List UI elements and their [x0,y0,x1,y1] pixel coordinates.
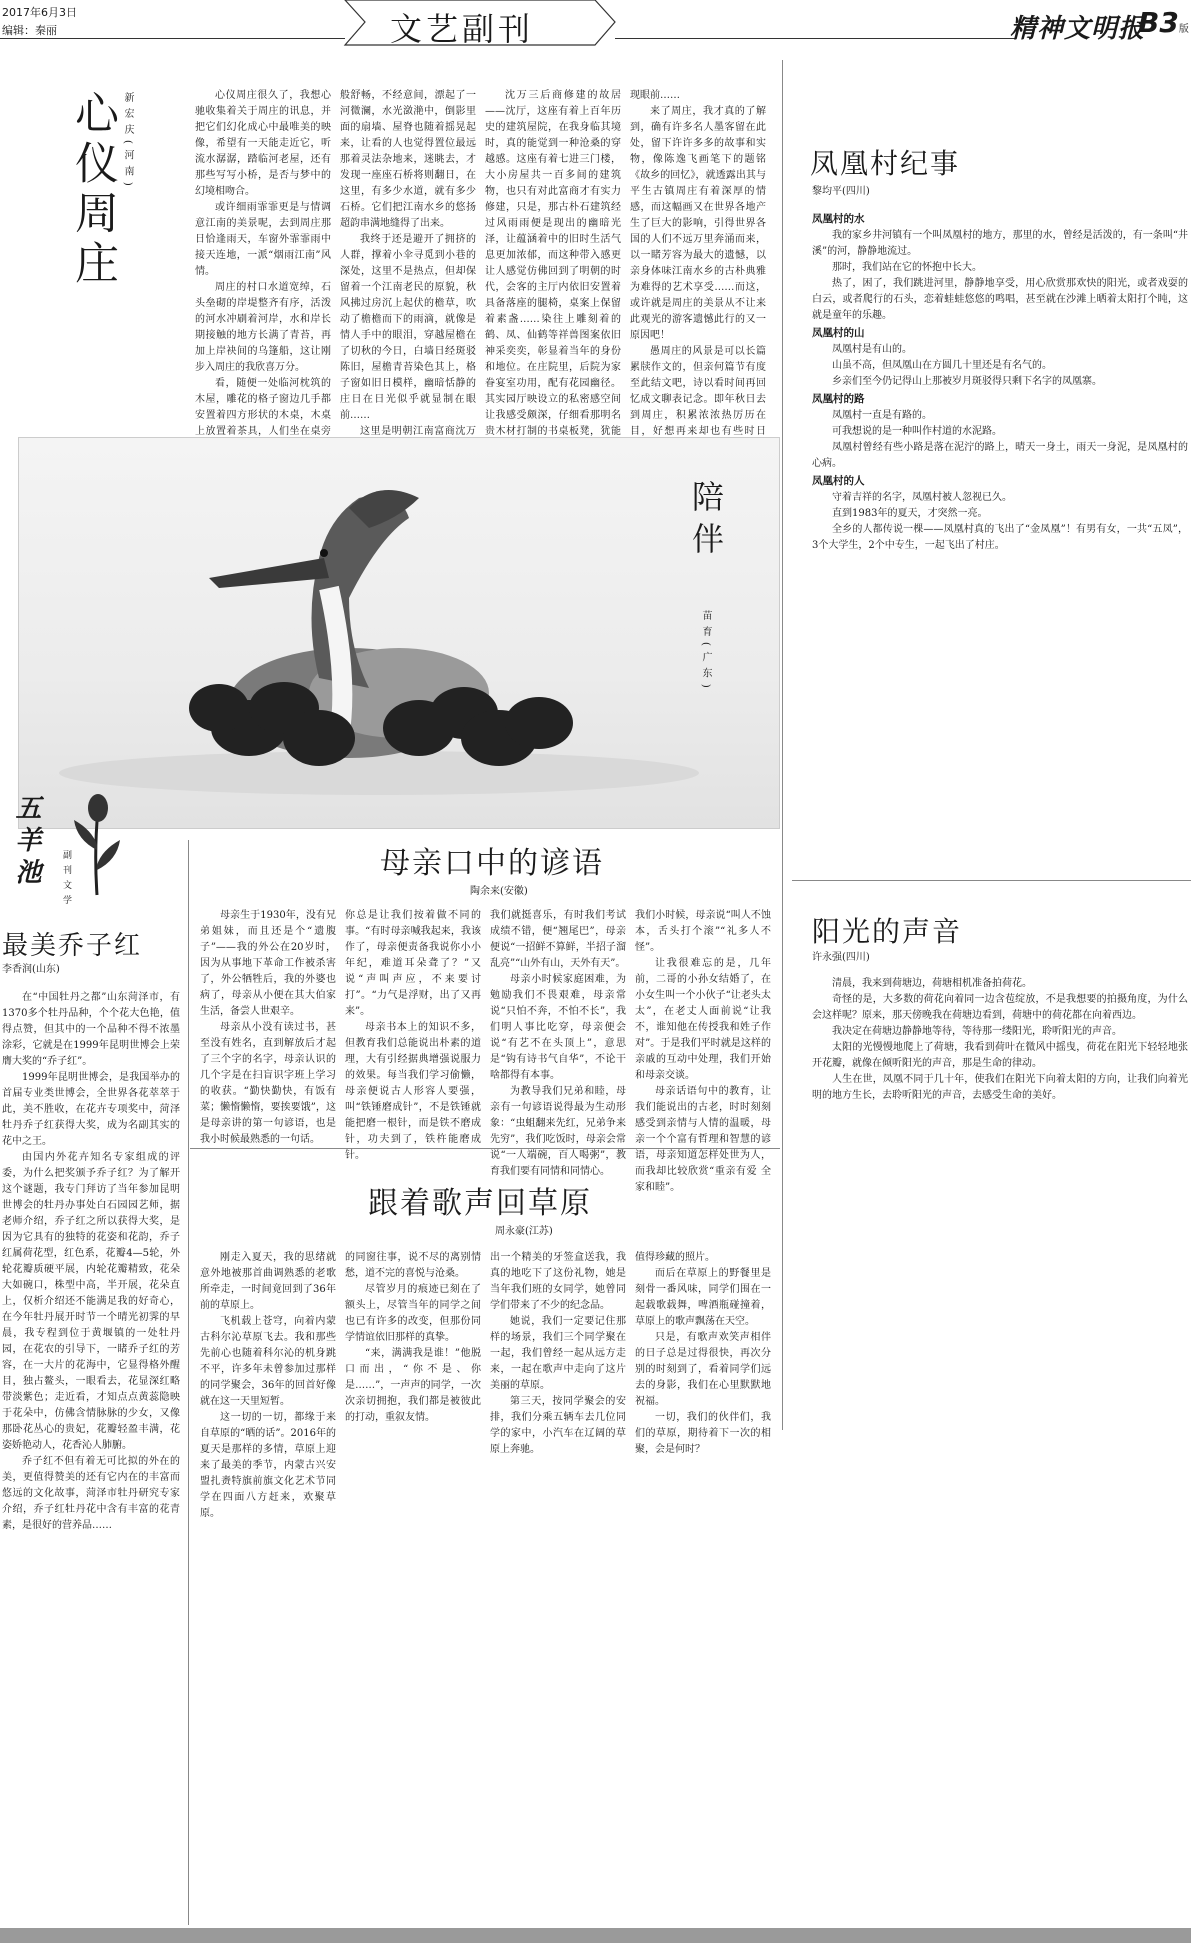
issue-date: 2017年6月3日 [2,6,77,19]
logo-text: 五羊池 [11,794,41,890]
photo-title: 陪伴 [687,480,725,564]
subheading: 凤凰村的人 [812,475,865,487]
paragraph: 人生在世，凤凰不同于几十年，使我们在阳光下向着太阳的方向，让我们向着光明的地方生长，去聆听阳光的声音，去感受生命的美好。 [812,1074,1188,1101]
paragraph: 山虽不高，但凤凰山在方圆几十里还是有名气的。 [832,360,1052,371]
paragraph: 清晨，我来到荷塘边，荷塘相机准备拍荷花。 [832,978,1032,989]
article-column [630,88,766,437]
paragraph: 母亲书本上的知识不多，但教育我们总能说出朴素的道理，大有引经据典增强说服力的效果。每当我们学习偷懒，母亲便说古人形容人要强，叫“铁锤磨成针”，不是铁锤就能把磨一根针，而是铁不磨成针，功夫到了，铁杵能磨成针。 [345,1022,481,1161]
subheading: 凤凰村的水 [812,213,865,225]
paragraph: 乡亲们至今仍记得山上那被岁月斑驳得只剩下名字的凤凰寨。 [832,376,1102,387]
paragraph: 周庄的村口水道宽绰，石头垒砌的岸堤整齐有序，活泼的河水冲刷着河岸，水和岸长期接触的地方长满了青苔，再加上岸袂间的乌篷船，这让刚步入周庄的我欣喜万分。 [195,282,331,373]
paragraph: 守着吉祥的名字，凤凰村被人忽视已久。 [832,492,1012,503]
article-column [345,908,481,1161]
logo-subtext: 副刊文学 [61,850,71,910]
article-column [635,1250,771,1920]
paragraph: 愚周庄的风景是可以长篇累牍作文的，但亲何篇节有度至此结文吧，诗以看时间再回忆成文聊表记念。即年秋日去到周庄，积累浓浓热厉历在目，好想再来却也有些时日 [630,346,766,437]
paragraph: 而后在草原上的野餐里是刻骨一番风味，同学们围在一起载歌载舞，啤酒瓶碰撞着，草原上的歌声飘荡在天空。 [635,1268,771,1327]
paragraph: 尽管岁月的痕迹已刻在了额头上，尽管当年的同学之间也已有许多的改变，但那份同学情谊依旧那样的真挚。 [345,1284,481,1343]
header-left-rule [0,38,345,39]
paragraph: 第三天，按同学聚会的安排，我们分乘五辆车去几位同学的家中，小汽车在辽阔的草原上奔驰。 [490,1396,626,1455]
paragraph: 热了，困了，我们跳进河里，静静地享受，用心欣赏那欢快的阳光，或者戏耍的白云，或者爬行的石头，恋着蛙蛙悠悠的鸣唱，甚至就在沙滩上晒着太阳打个盹，这就是童年的乐趣。 [812,278,1188,321]
photo-author: 苗育(广东) [700,610,711,694]
paragraph: 让我很难忘的是，几年前，二哥的小孙女结婚了，在小女生叫一个小伙子“让老头太太”，在老丈人面前说“让我不，谁知他在传授我和姓子作对”。于是我们平时就是这样的亲戚的互动中处理，我们开始和母亲交谈。 [635,958,771,1081]
paragraph: 来了周庄，我才真的了解到，确有许多名人墨客留在此处，留下许许多多的故事和实物，像陈逸飞画笔下的题铭《故乡的回忆》，就透露出其与平生古镇周庄有着深厚的情感，而这幅画又在世界各地产生了巨大的影响，引得世界各国的人们不远万里奔涌而来，以一睹芳容为最大的遗憾，以亲身体味江南水乡的古朴典雅为难得的艺术享受……而这，或许就是周庄的美景从不让来此观光的游客遗憾此行的又一原因吧！ [630,106,766,341]
column-divider [188,840,189,1925]
paragraph: 值得珍藏的照片。 [635,1252,715,1263]
paragraph: 1999年昆明世博会，是我国举办的首届专业类世博会，全世界各花萃萃于此，美不胜收，在花卉专项奖中，菏泽牡丹乔子红获得大奖，成为名副其实的花中之王。 [2,1072,180,1147]
subheading: 凤凰村的路 [812,393,865,405]
paragraph: 的同窗往事，说不尽的离别情愁，道不完的喜悦与沧桑。 [345,1252,481,1279]
article-author-zhouzhuang: 新宏庆(河南) [122,92,133,192]
article-author-mother-proverbs: 陶余来(安徽) [470,886,528,897]
paragraph: 由国内外花卉知名专家组成的评委，为什么把奖颁予乔子红？为了解开这个谜题，我专门拜访了当年参加昆明世博会的牡丹办事处白石园园艺师，据老师介绍，乔子红之所以获得大奖，是因为它具有的独特的花姿和花韵，乔子红属荷花型，红色系，花瓣4—5轮，外轮花瓣质硬平展，内轮花瓣精致，花朵大如碗口，株型中高，半开展，花朵直上，仅析介绍还不能满足我的好奇心，在今年牡丹展开时节一个晴光初霁的早晨，我专程到位于黄堰镇的一处牡丹园，在花农的引导下，一睹乔子红的芳容，在一大片的花海中，它显得格外醒目，独占鳌头，一眼看去，花显深红略带淡紫色；走近看，才知点点黄蕊隐映于花朵中，仿佛含情脉脉的少女，又像那卧花丛心的贵妃，花瓣轻盈丰满，花姿娇艳动人，花香沁人肺腑。 [2,1152,180,1451]
paragraph: 或许细雨霏霏更是与情调意江南的美景呢，去到周庄那日恰逢雨天，车窗外霏霏雨中接天连地，一派“烟雨江南”风情。 [195,202,331,277]
paragraph: 全乡的人都传说一棵——凤凰村真的飞出了“金凤凰”！有男有女，一共“五凤”，3个大学生，2个中专生，一起飞出了村庄。 [812,524,1188,551]
article-title-mother-proverbs: 母亲口中的谚语 [380,846,604,881]
article-column [195,88,331,437]
paragraph: 凤凰村是有山的。 [832,344,912,355]
article-author-grassland: 周永豪(江苏) [495,1226,553,1237]
section-divider [190,1148,780,1149]
article-title-qiaozihong: 最美乔子红 [2,931,143,961]
paragraph: 一切，我们的伙伴们，我们的草原，期待着下一次的相聚，会是何时？ [635,1412,771,1455]
paragraph: 母亲生于1930年，没有兄弟姐妹，而且还是个“遗腹子”——我的外公在20岁时，因为从事地下革命工作被杀害了，外公牺牲后，我的外婆也病了，母亲从小便在其大伯家生活，备尝人世艰辛。 [200,910,336,1017]
paragraph: 刚走入夏天，我的思绪就意外地被那首曲调熟悉的老歌所牵走，一时间竟回到了36年前的草原上。 [200,1252,336,1311]
paragraph: 你总是让我们按着做不同的事。“有时母亲喊我起来，我该作了，母亲便责备我说你小小年纪，难道耳朵聋了？”又说“声叫声应，不来要讨打”。“力气是浮财，出了又再来”。 [345,910,481,1017]
flower-icon [72,790,122,900]
paragraph: 在“中国牡丹之都”山东菏泽市，有1370多个牡丹品种，个个花大色艳，值得点赞，但其中的一个品种不得不浓墨涂彩，它就是在1999年昆明世博会上荣膺大奖的“乔子红”。 [2,992,180,1067]
paragraph: 飞机载上苍穹，向着内蒙古科尔沁草原飞去。我和那些先前心也随着科尔沁的机身跳不平，许多年未曾参加过那样的同学聚会，36年的回首好像就在这一天里短暂。 [200,1316,336,1407]
paragraph: 她说，我们一定要记住那样的场景，我们三个同学聚在一起，我们曾经一起从远方走来，一起在歌声中走向了这片美丽的草原。 [490,1316,626,1391]
page-number [1138,6,1189,39]
paragraph: 这一切的一切，都缘于来自草原的“晒的话”。2016年的夏天是那样的多情，草原上迎来了最美的季节，内蒙古兴安盟扎赉特旗前旗文化艺术节同学在四面八方赶来，欢聚草原。 [200,1412,336,1519]
paragraph: 那时，我们站在它的怀抱中长大。 [832,262,982,273]
paragraph: 可我想说的是一种叫作村道的水泥路。 [832,426,1002,437]
paragraph: 我们就挺喜乐，有时我们考试成绩不错，便“翘尾巴”，母亲便说“一招鲜不算鲜，半招子溜乱亮”“山外有山，天外有天”。 [490,910,626,969]
paragraph: 乔子红不但有着无可比拟的外在的美，更值得赞美的还有它内在的丰富而悠远的文化故事，菏泽市牡丹研究专家介绍，乔子红牡丹花中含有丰富的花青素，是很好的营养品…… [2,1456,180,1531]
article-title-zhouzhuang: 心仪周庄 [67,90,118,290]
article-column [2,990,180,1925]
paragraph: 出一个精美的牙签盒送我，我真的地吃下了这份礼物，她是当年我们班的女同学，她曾同学们带来了不少的纪念品。 [490,1252,626,1311]
paragraph: 我决定在荷塘边静静地等待，等待那一缕阳光，聆听阳光的声音。 [832,1026,1122,1037]
paragraph: 般舒畅，不经意间，漂起了一河微澜，水光潋滟中，倒影里面的扇墙、屋脊也随着摇晃起来，让看的人也觉得置位最远那着灵法杂地来，迷眺去，才发现一座座石桥将则翻日，在这里，有多少水道，就有多少石桥。它们把江南水乡的悠扬超韵串满地缝得了出来。 [340,90,476,229]
article-column [635,908,771,1193]
article-author-sunlight: 许永强(四川) [812,952,870,963]
paragraph: “来，满满我是谁！”他脱口而出，“你不是、你是……”，一声声的同学，一次次亲切拥抱，我们都是被彼此的打动，重叙友情。 [345,1348,481,1423]
header-right-rule [615,38,1015,39]
article-column [490,908,626,1177]
paragraph: 母亲小时候家庭困难，为勉励我们不畏艰难，母亲常说“只怕不奔，不怕不长”，我们明人事比吃穿，母亲便会说“有艺不在头顶上”，意思是“钩有诗书气自华”，不论干啥都得有本事。 [490,974,626,1081]
subheading: 凤凰村的山 [812,327,865,339]
paragraph: 现眼前…… [630,90,680,101]
paragraph: 心仪周庄很久了，我想心驰收集着关于周庄的讯息，并把它们幻化成心中最唯美的映像，希望有一天能走近它，听流水潺潺，踏临河老屋，还有那些写写小桥，是否与梦中的幻境相吻合。 [195,90,331,197]
article-author-fenghuang: 黎均平(四川) [812,186,870,197]
paragraph: 看，随便一处临河枕筑的木屋，雕花的格子窗边几手都安置着四方形状的木桌，木桌上放置着茶具，人们坐在桌旁 [195,378,331,437]
paragraph: 凤凰村一直是有路的。 [832,410,932,421]
article-column [200,908,336,1145]
duck-illustration [19,438,779,828]
article-title-grassland: 跟着歌声回草原 [368,1186,592,1221]
article-column [200,1250,336,1920]
column-logo-wuyangchi [4,790,122,910]
column-divider [782,60,783,1430]
article-column [485,88,621,437]
section-divider [792,880,1191,881]
paragraph: 母亲从小没有读过书，甚至没有姓名，直到解放后才起了三个字的名字，母亲认识的几个字是在扫盲识字班上学习的收获。“勤快勤快，有饭有菜；懒惰懒惰，要挨要饿”，这是母亲讲的第一句谚语，也是我小时候最熟悉的一句话。 [200,1022,336,1145]
article-column [812,976,1188,1926]
paragraph: 我终于还是避开了拥挤的人群，撑着小伞寻觅到小巷的深处，这里不是热点，但却保留着一个江南老民的原貌，秋风拂过房沉上起伏的檐草，吹动了檐檐而下的雨滴，就像是情人手中的眼泪，穿越屋檐在了切秋的今日，白墙日经斑驳陈旧，屋檐青苔染色其上，格子窗如旧日模样，幽暗恬静的庄日在日光似乎就显制在眼前…… [340,234,476,421]
page-number-value: B3 [1138,6,1179,39]
editor-credit: 编辑：秦丽 [2,24,57,37]
paragraph: 太阳的光慢慢地爬上了荷塘，我看到荷叶在微风中摇曳，荷花在阳光下轻轻地张开花瓣，就像在倾听阳光的声音，那是生命的律动。 [812,1042,1188,1069]
article-author-qiaozihong: 李香润(山东) [2,964,60,975]
paragraph: 我的家乡井河镇有一个叫凤凰村的地方，那里的水，曾经是活泼的，有一条叫“井溪”的河，静静地流过。 [812,230,1188,257]
paragraph: 沈万三后商修建的故居——沈厅，这座有着上百年历史的建筑屋院，在我身临其境时，真的能觉到一种沧桑的穿越感。这座有着七进三门楼，大小房屋共一百多间的建筑物，也只有对此富商才有实力修建，只是，那古朴石建筑经过风雨雨便是现出的幽暗光泽，让蕴涵着中的旧时生活气息更加浓郁，而这种带入感更让人感觉仿佛回到了明朝的时代，会客的主厅内依旧安置着具备落座的腿椅，桌案上保留着素盏……染往上雕刻着的鹤、凤、仙鹤等祥兽图案依旧神采奕奕，彰显着当年的身份和地位。在庄院里，后院为家眷宴室功用，配有花园幽径。其实园厅映设立的私密感空间让我感受颇深，仔细看那明名贵木材打制的书桌板凳，犹能 [485,90,621,437]
article-column [345,1250,481,1920]
paragraph: 为教导我们兄弟和睦，母亲有一句谚语说得最为生动形象：“虫蛆翻来先红，兄弟争来先穷”，我们吃饭时，母亲会常说“一人端碗，百人喝粥”，教育我们要有同情和同情心。 [490,1086,626,1177]
article-column [490,1250,626,1920]
section-title: 文艺副刊 [390,10,535,48]
paragraph: 这里是明朝江南富商沈万 [360,426,476,437]
paragraph: 母亲话语句中的教育，让我们能说出的古老，时时刻刻感受到亲情与人情的温暖，母亲一个个富有哲理和智慧的谚语，母亲知道怎样处世为人，而我却比较欣赏“重亲有爱 全家和睦”。 [635,1086,771,1193]
article-title-fenghuang: 凤凰村纪事 [810,147,961,180]
article-title-sunlight: 阳光的声音 [812,915,963,948]
paragraph: 凤凰村曾经有些小路是落在泥泞的路上，晴天一身土，雨天一身泥，是凤凰村的心病。 [812,442,1188,469]
newspaper-name: 精神文明报 [1010,14,1146,44]
photo-merganser-ducklings [18,437,780,829]
paragraph: 奇怪的是，大多数的荷花向着同一边含苞绽放，不是我想要的拍摄角度，为什么会这样呢？原来，那天傍晚我在荷塘边看到，荷塘中的荷花都在向着西边。 [812,994,1188,1021]
article-column [340,88,476,437]
paragraph: 只是，有歌声欢笑声相伴的日子总是过得很快，再次分别的时刻到了，看着同学们远去的身影，我们在心里默默地祝福。 [635,1332,771,1407]
paragraph: 直到1983年的夏天，才突然一亮。 [832,508,988,519]
article-column [812,210,1188,860]
paragraph: 我们小时候，母亲说“叫人不蚀本，舌头打个滚”“礼多人不怪”。 [635,910,771,953]
page-suffix: 版 [1178,24,1189,35]
page-footer-band [0,1928,1191,1943]
